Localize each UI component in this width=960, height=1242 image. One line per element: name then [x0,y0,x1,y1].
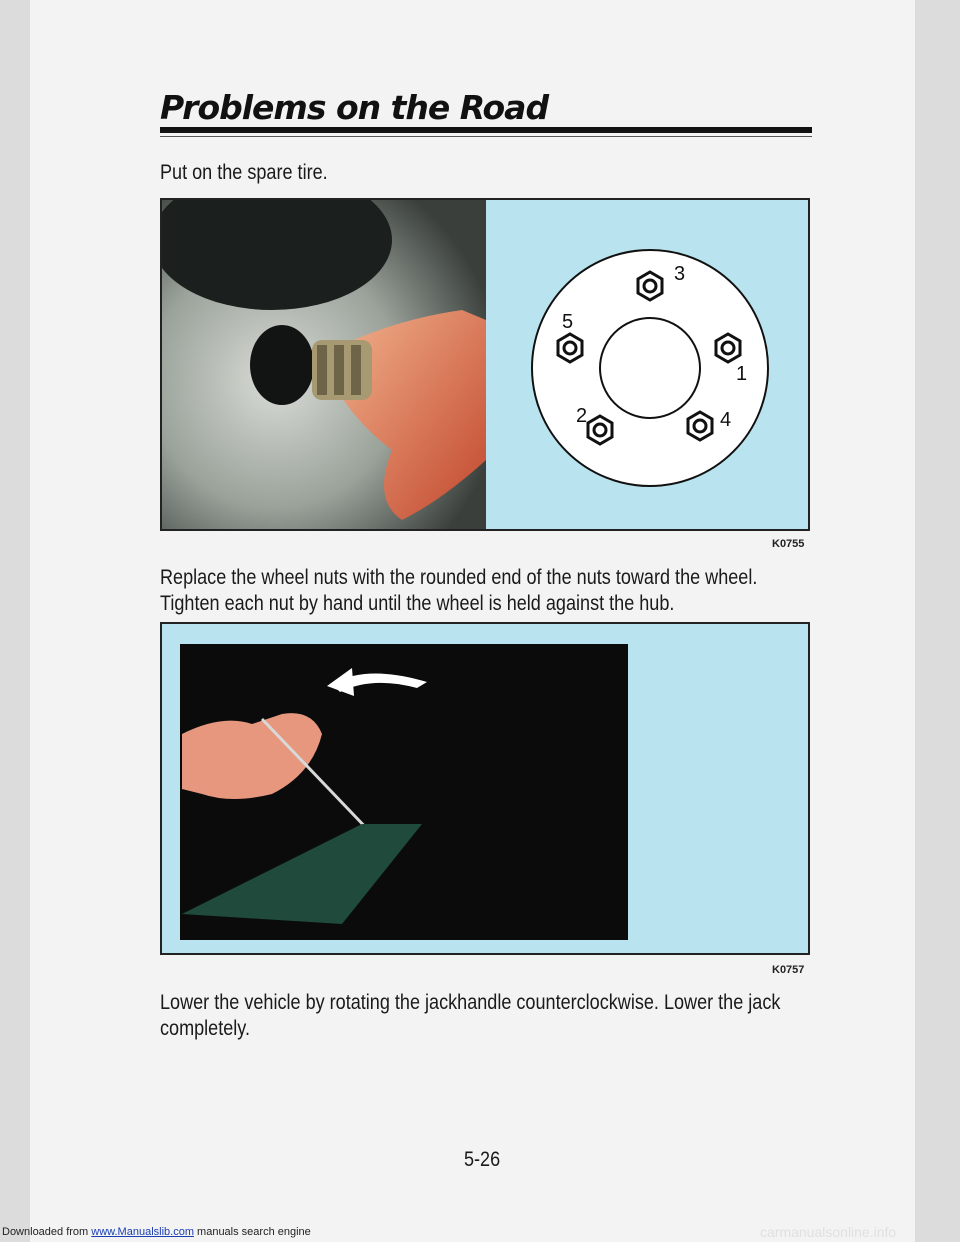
title-rule-thin [160,136,812,137]
instruction-replace-nuts: Replace the wheel nuts with the rounded end of the nuts toward the wheel. Tighten each nut by hand until the wheel is held against the hub. [160,566,758,615]
lug-stud-hole [250,325,314,405]
instruction-spare-tire: Put on the spare tire. [160,161,328,184]
nut-label-1: 1 [736,363,748,385]
hub-outline [600,318,700,418]
nut-3 [638,272,662,300]
manualslib-link[interactable]: www.Manualslib.com [91,1226,194,1238]
nut-1 [716,334,740,362]
nut-4 [688,412,712,440]
nut-label-5: 5 [562,311,574,333]
nut-label-2: 2 [576,405,588,427]
manual-page [30,0,915,1242]
figure-code: K0755 [772,538,805,550]
instruction-lower-vehicle: Lower the vehicle by rotating the jackhandle counterclockwise. Lower the jack completely. [160,991,781,1040]
figure-lower-vehicle-graphic [162,624,808,953]
nut-5 [558,334,582,362]
figure-wheel-nuts-graphic [162,200,808,529]
footer-prefix: Downloaded from [2,1226,92,1238]
figure-wheel-nuts [160,198,810,531]
nut-label-4: 4 [720,409,732,431]
nut-label-3: 3 [674,263,686,285]
nut-2 [588,416,612,444]
page-title: Problems on the Road [160,88,549,127]
site-watermark: carmanualsonline.info [760,1224,897,1240]
page-number: 5-26 [464,1148,501,1171]
title-rule [160,127,812,133]
figure-code: K0757 [772,964,805,976]
footer-suffix: manuals search engine [193,1226,311,1238]
figure-lower-vehicle [160,622,810,955]
